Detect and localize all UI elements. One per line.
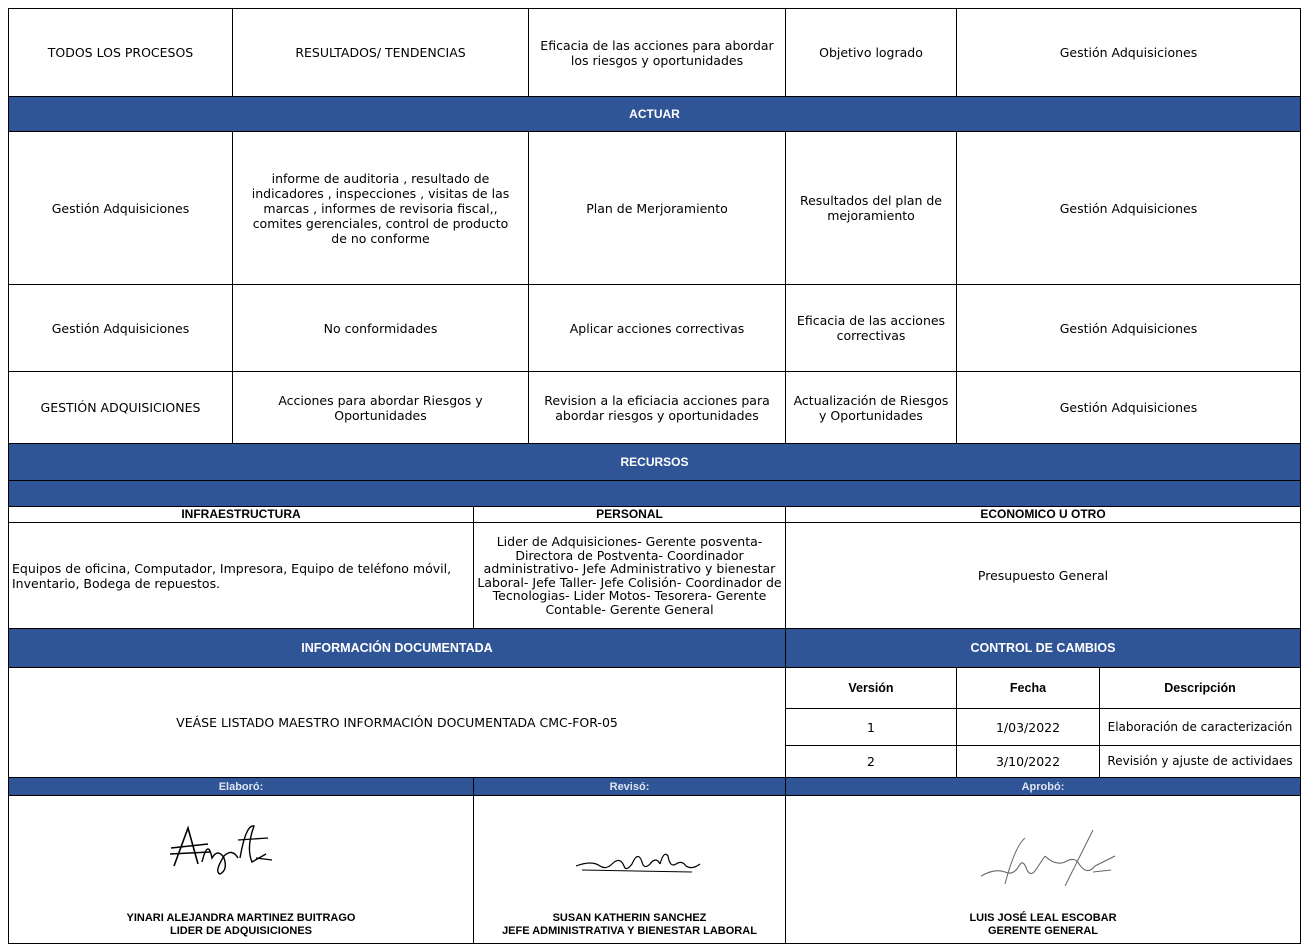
- signer-title: LIDER DE ADQUISICIONES: [170, 925, 312, 937]
- reviso-label: Revisó:: [473, 777, 786, 796]
- signature-elaboro-image: [168, 818, 278, 880]
- cell-output: Resultados del plan de mejoramiento: [785, 131, 957, 285]
- cell-client: Gestión Adquisiciones: [956, 131, 1301, 285]
- economico-header: ECONOMICO U OTRO: [785, 506, 1301, 523]
- signature-reviso-image: [572, 842, 712, 878]
- cell-activity: Aplicar acciones correctivas: [528, 284, 786, 372]
- signer-name: SUSAN KATHERIN SANCHEZ: [552, 912, 707, 924]
- personal-text: Lider de Adquisiciones- Gerente posventa- Directora de Postventa- Coordinador administrativo- Jefe Administrativo y bienestar Laboral- Jefe Taller- Jefe Colisión- Coordinador de Tecnologias- Lider Motos- Tesorera- Gerente Contable- Gerente General: [473, 522, 786, 629]
- signer-title: GERENTE GENERAL: [987, 925, 1098, 937]
- control-row-version: 2: [785, 745, 957, 778]
- cell-process: Gestión Adquisiciones: [8, 131, 233, 285]
- cell-activity: Plan de Merjoramiento: [528, 131, 786, 285]
- cell-process: TODOS LOS PROCESOS: [8, 8, 233, 97]
- section-recursos-header: RECURSOS: [8, 443, 1301, 481]
- signature-name-reviso: [473, 912, 786, 938]
- elaboro-label: Elaboró:: [8, 777, 474, 796]
- recursos-spacer-band: [8, 480, 1301, 507]
- economico-text: Presupuesto General: [785, 522, 1301, 629]
- cell-output: Actualización de Riesgos y Oportunidades: [785, 371, 957, 444]
- cell-input: No conformidades: [232, 284, 529, 372]
- info-doc-header: INFORMACIÓN DOCUMENTADA: [8, 628, 786, 668]
- control-header-fecha: Fecha: [956, 667, 1100, 709]
- cell-activity: Eficacia de las acciones para abordar los riesgos y oportunidades: [528, 8, 786, 97]
- control-row-descripcion: Elaboración de caracterización: [1099, 708, 1301, 746]
- cell-output: Objetivo logrado: [785, 8, 957, 97]
- signature-name-elaboro: [8, 912, 474, 938]
- infra-header: INFRAESTRUCTURA: [8, 506, 474, 523]
- cell-client: Gestión Adquisiciones: [956, 284, 1301, 372]
- signature-name-aprobo: [785, 912, 1301, 938]
- section-actuar-header: ACTUAR: [8, 96, 1301, 132]
- signature-aprobo-image: [975, 826, 1125, 892]
- control-row-fecha: 3/10/2022: [956, 745, 1100, 778]
- cell-client: Gestión Adquisiciones: [956, 371, 1301, 444]
- info-doc-text: VEÁSE LISTADO MAESTRO INFORMACIÓN DOCUMENTADA CMC-FOR-05: [8, 667, 786, 778]
- cell-activity: Revision a la eficiacia acciones para abordar riesgos y oportunidades: [528, 371, 786, 444]
- infra-text: Equipos de oficina, Computador, Impresora, Equipo de teléfono móvil, Inventario, Bodega de repuestos.: [8, 522, 474, 629]
- signer-name: LUIS JOSÉ LEAL ESCOBAR: [969, 912, 1117, 924]
- control-header-version: Versión: [785, 667, 957, 709]
- control-header-descripcion: Descripción: [1099, 667, 1301, 709]
- signer-name: YINARI ALEJANDRA MARTINEZ BUITRAGO: [126, 912, 356, 924]
- personal-header: PERSONAL: [473, 506, 786, 523]
- control-row-version: 1: [785, 708, 957, 746]
- signer-title: JEFE ADMINISTRATIVA Y BIENESTAR LABORAL: [502, 925, 757, 937]
- cell-input: Acciones para abordar Riesgos y Oportunidades: [232, 371, 529, 444]
- control-row-fecha: 1/03/2022: [956, 708, 1100, 746]
- cell-client: Gestión Adquisiciones: [956, 8, 1301, 97]
- control-cambios-header: CONTROL DE CAMBIOS: [785, 628, 1301, 668]
- cell-process: GESTIÓN ADQUISICIONES: [8, 371, 233, 444]
- control-row-descripcion: Revisión y ajuste de actividaes: [1099, 745, 1301, 778]
- cell-input: informe de auditoria , resultado de indicadores , inspecciones , visitas de las marcas , informes de revisoria fiscal,, comites gerenciales, control de producto de no conforme: [232, 131, 529, 285]
- cell-input: RESULTADOS/ TENDENCIAS: [232, 8, 529, 97]
- cell-output: Eficacia de las acciones correctivas: [785, 284, 957, 372]
- aprobo-label: Aprobó:: [785, 777, 1301, 796]
- cell-process: Gestión Adquisiciones: [8, 284, 233, 372]
